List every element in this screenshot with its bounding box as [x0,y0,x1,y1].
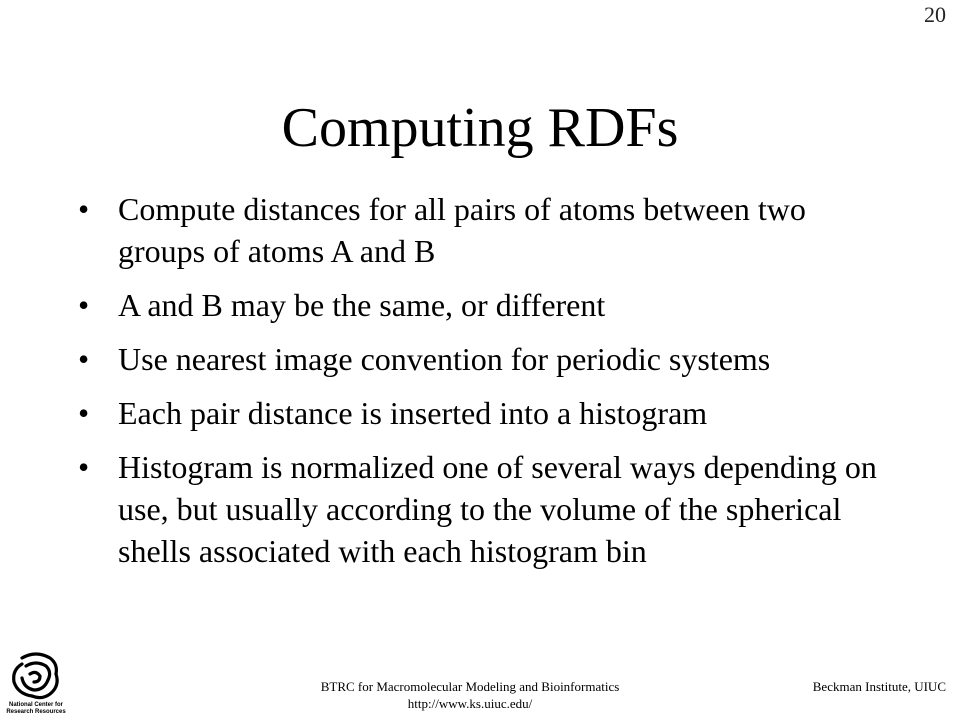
footer-institute: Beckman Institute, UIUC [812,679,946,694]
bullet-text: Histogram is normalized one of several ways depending on use, but usually according to the volume of the spherical shells associated with each histogram bin [118,449,877,569]
footer-url: http://www.ks.uiuc.edu/ [407,696,533,711]
bullet-text: A and B may be the same, or different [118,287,606,323]
bullet-marker: • [78,341,90,377]
logo-text-line2: Research Resources [6,709,66,714]
bullet-list [78,188,898,584]
bullet-text: Use nearest image convention for periodic systems [118,341,771,377]
bullet-marker: • [78,395,90,431]
bullet-item [78,338,898,380]
bullet-marker: • [78,287,90,323]
bullet-item [78,392,898,434]
bullet-item [78,188,898,272]
bullet-text: Compute distances for all pairs of atoms between two groups of atoms A and B [118,191,806,269]
footer-center [250,678,690,712]
slide-title: Computing RDFs [281,97,679,159]
bullet-marker: • [78,449,90,485]
slide-number: 20 [924,2,946,27]
bullet-item [78,284,898,326]
logo-text-line1: National Center for [8,702,64,708]
bullet-text: Each pair distance is inserted into a histogram [118,395,708,431]
ncrr-logo-icon [4,648,68,714]
bullet-marker: • [78,191,90,227]
bullet-item [78,446,898,572]
footer-org: BTRC for Macromolecular Modeling and Bioinformatics [320,679,620,694]
